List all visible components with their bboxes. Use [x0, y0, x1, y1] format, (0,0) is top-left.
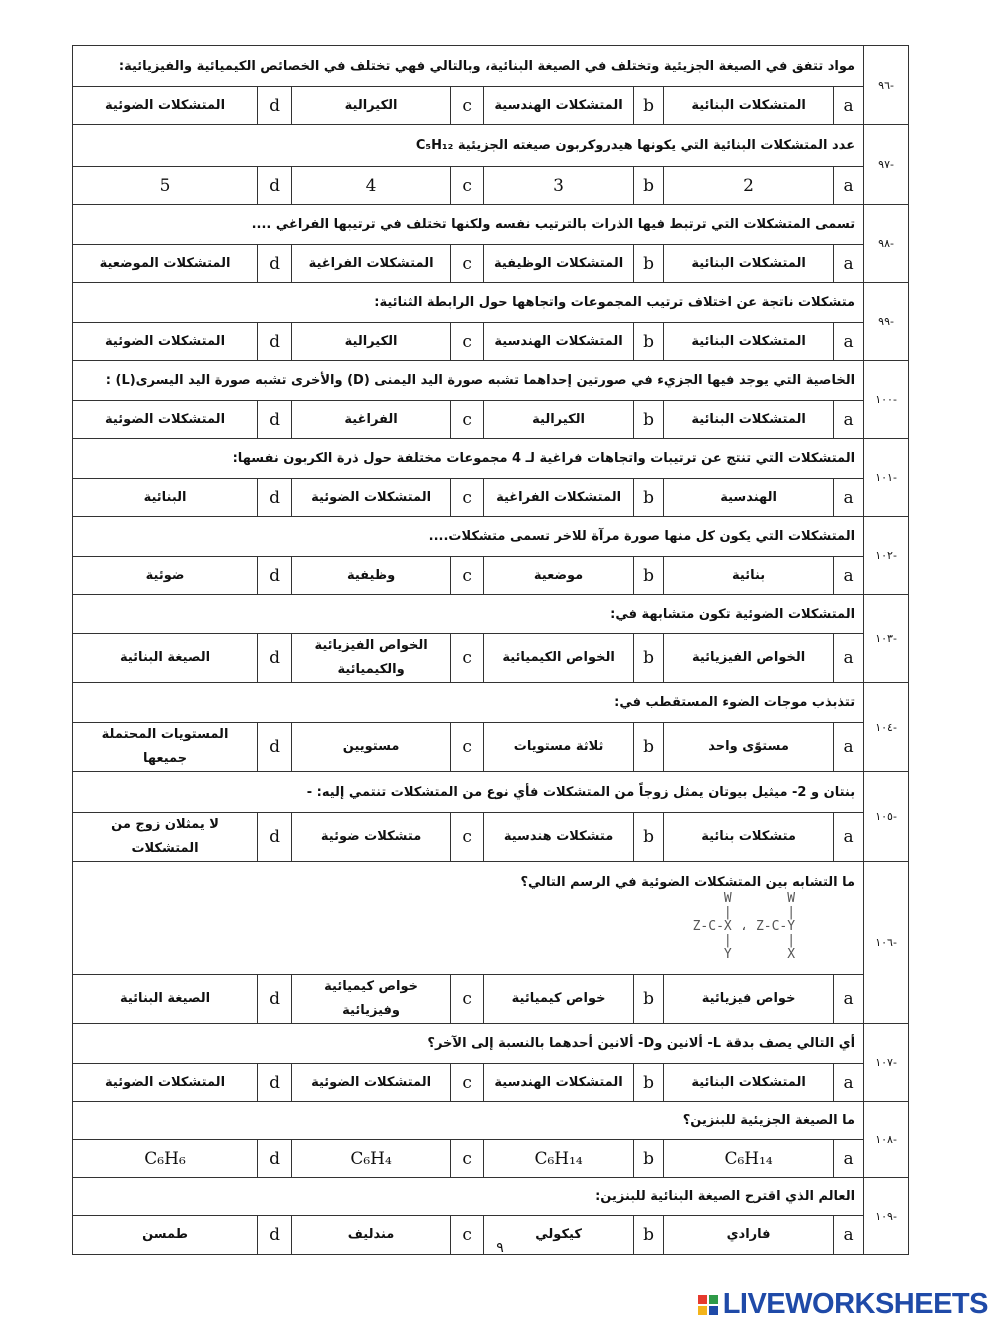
option-b[interactable]: المتشكلات الوظيفية [484, 245, 634, 283]
question-number: -٩٨ [864, 205, 909, 283]
question-text-cell [73, 595, 864, 634]
option-letter-d: d [258, 1216, 292, 1255]
option-letter-b: b [634, 634, 664, 683]
question-text: بنتان و 2- ميثيل بيوتان يمثل زوجاً من المتشكلات فأي نوع من المتشكلات تنتمي إليه: - [306, 784, 856, 800]
option-letter-b: b [634, 323, 664, 361]
option-letter-a: a [834, 1140, 864, 1178]
option-letter-c: c [451, 557, 484, 595]
options-row [73, 245, 909, 283]
option-letter-d: d [258, 723, 292, 772]
option-letter-c: c [451, 323, 484, 361]
option-d[interactable]: المتشكلات الموضعية [73, 245, 258, 283]
molecule-structure-1: W | Z-C-X | Y [692, 890, 732, 962]
question-text: تتذبذب موجات الضوء المستقطب في: [614, 695, 856, 710]
option-c[interactable]: مستويين [292, 723, 451, 772]
question-number: -١٠٣ [864, 595, 909, 683]
option-letter-a: a [834, 813, 864, 862]
question-number: -١٠٧ [864, 1024, 909, 1102]
option-c[interactable]: خواص كيميائية وفيزيائية [292, 975, 451, 1024]
option-b[interactable]: المتشكلات الهندسية [484, 87, 634, 125]
question-text-cell [73, 517, 864, 557]
option-b[interactable]: المتشكلات الفراغية [484, 479, 634, 517]
option-a[interactable]: المتشكلات البنائية [664, 87, 834, 125]
question-row [73, 1178, 909, 1216]
option-c[interactable]: المتشكلات الضوئية [292, 1064, 451, 1102]
option-letter-d: d [258, 401, 292, 439]
option-letter-c: c [451, 813, 484, 862]
question-number: -٩٩ [864, 283, 909, 361]
options-row [73, 323, 909, 361]
option-a[interactable]: متشكلات بنائية [664, 813, 834, 862]
molecule-structure-2: W | Z-C-Y | X [755, 890, 796, 962]
option-letter-d: d [258, 1064, 292, 1102]
option-a[interactable]: خواص فيزيائية [664, 975, 834, 1024]
option-a[interactable]: الخواص الفيزيائية [664, 634, 834, 683]
option-letter-a: a [834, 87, 864, 125]
question-text: ما الصيغة الجزيئية للبنزين؟ [682, 1113, 856, 1128]
option-letter-b: b [634, 813, 664, 862]
option-c[interactable]: المتشكلات الفراغية [292, 245, 451, 283]
option-letter-a: a [834, 479, 864, 517]
question-text: أي التالي يصف بدقة L- ألانين وD- ألانين أحدهما بالنسبة إلى الآخر؟ [427, 1036, 856, 1051]
question-number: -١٠٢ [864, 517, 909, 595]
question-row [73, 125, 909, 167]
question-text: ما التشابه بين المتشكلات الضوئية في الرسم التالي؟ [520, 874, 856, 890]
liveworksheets-logo [698, 1288, 988, 1321]
option-letter-c: c [451, 401, 484, 439]
question-text-cell [73, 361, 864, 401]
option-letter-d: d [258, 813, 292, 862]
option-letter-c: c [451, 479, 484, 517]
question-row [73, 595, 909, 634]
option-letter-a: a [834, 323, 864, 361]
question-text-cell [73, 1178, 864, 1216]
option-c[interactable]: المتشكلات الضوئية [292, 479, 451, 517]
option-letter-d: d [258, 975, 292, 1024]
option-c[interactable]: الكيرالية [292, 323, 451, 361]
question-number: -١٠٥ [864, 772, 909, 862]
option-letter-d: d [258, 323, 292, 361]
option-letter-c: c [451, 1140, 484, 1178]
figure-separator: ، [741, 919, 746, 934]
option-letter-b: b [634, 723, 664, 772]
option-letter-b: b [634, 401, 664, 439]
option-c[interactable]: C₆H₄ [292, 1140, 451, 1178]
option-a[interactable]: 2 [664, 167, 834, 205]
option-b[interactable]: خواص كيميائية [484, 975, 634, 1024]
worksheet-table [72, 45, 909, 1255]
option-d[interactable]: المستويات المحتملة جميعها [73, 723, 258, 772]
option-a[interactable]: الهندسية [664, 479, 834, 517]
option-c[interactable]: وظيفية [292, 557, 451, 595]
options-row [73, 167, 909, 205]
option-c[interactable]: الفراغية [292, 401, 451, 439]
question-row [73, 683, 909, 723]
option-letter-b: b [634, 975, 664, 1024]
question-text: تسمى المتشكلات التي ترتبط فيها الذرات بالترتيب نفسه ولكنها تختلف في ترتيبها الفراغي .... [251, 217, 856, 232]
option-b[interactable]: موضعية [484, 557, 634, 595]
options-row [73, 975, 909, 1024]
option-d[interactable]: طمسن [73, 1216, 258, 1255]
option-c[interactable]: متشكلات ضوئية [292, 813, 451, 862]
option-c[interactable]: الخواص الفيزيائية والكيميائية [292, 634, 451, 683]
question-row [73, 862, 909, 975]
option-letter-d: d [258, 1140, 292, 1178]
option-letter-c: c [451, 1216, 484, 1255]
question-text-cell [73, 1024, 864, 1064]
option-letter-d: d [258, 557, 292, 595]
option-d[interactable]: ضوئية [73, 557, 258, 595]
question-row [73, 1102, 909, 1140]
question-number: -٩٦ [864, 46, 909, 125]
brand-name: LIVEWORKSHEETS [722, 1288, 988, 1320]
question-text-cell [73, 125, 864, 167]
option-a[interactable]: المتشكلات البنائية [664, 245, 834, 283]
page-number: ٩ [496, 1240, 504, 1256]
options-row [73, 87, 909, 125]
option-a[interactable]: بنائية [664, 557, 834, 595]
option-b[interactable]: الخواص الكيميائية [484, 634, 634, 683]
option-letter-a: a [834, 634, 864, 683]
question-text: العالم الذي اقترح الصيغة البنائية للبنزين: [595, 1189, 856, 1204]
option-c[interactable]: 4 [292, 167, 451, 205]
option-letter-a: a [834, 975, 864, 1024]
option-d[interactable]: المتشكلات الضوئية [73, 323, 258, 361]
question-text-cell [73, 772, 864, 813]
option-letter-b: b [634, 1216, 664, 1255]
option-d[interactable]: 5 [73, 167, 258, 205]
question-row [73, 772, 909, 813]
option-d[interactable]: الصيغة البنائية [73, 634, 258, 683]
question-number: -١٠٦ [864, 862, 909, 1024]
options-row [73, 401, 909, 439]
option-letter-a: a [834, 167, 864, 205]
option-a[interactable]: فارادي [664, 1216, 834, 1255]
option-letter-b: b [634, 245, 664, 283]
options-row [73, 557, 909, 595]
option-a[interactable]: المتشكلات البنائية [664, 323, 834, 361]
question-text-cell [73, 46, 864, 87]
option-letter-a: a [834, 557, 864, 595]
option-letter-c: c [451, 167, 484, 205]
question-row [73, 1024, 909, 1064]
question-text-cell [73, 1102, 864, 1140]
option-d[interactable]: الصيغة البنائية [73, 975, 258, 1024]
option-b[interactable]: ثلاثة مستويات [484, 723, 634, 772]
option-b[interactable]: المتشكلات الهندسية [484, 323, 634, 361]
options-row [73, 479, 909, 517]
option-letter-c: c [451, 975, 484, 1024]
option-letter-a: a [834, 401, 864, 439]
option-b[interactable]: 3 [484, 167, 634, 205]
option-letter-d: d [258, 245, 292, 283]
option-letter-b: b [634, 1140, 664, 1178]
option-b[interactable]: كيكولي [484, 1216, 634, 1255]
option-d[interactable]: المتشكلات الضوئية [73, 401, 258, 439]
logo-icon [698, 1295, 718, 1315]
option-c[interactable]: مندليف [292, 1216, 451, 1255]
option-letter-a: a [834, 723, 864, 772]
option-letter-b: b [634, 479, 664, 517]
options-row [73, 723, 909, 772]
question-text: المتشكلات الضوئية تكون متشابهة في: [610, 606, 856, 622]
question-number: -١٠٩ [864, 1178, 909, 1255]
option-letter-d: d [258, 87, 292, 125]
options-row [73, 1064, 909, 1102]
option-a[interactable]: مستوًى واحد [664, 723, 834, 772]
question-row [73, 46, 909, 87]
option-letter-c: c [451, 1064, 484, 1102]
question-text: عدد المتشكلات البنائية التي يكونها هيدروكربون صيغته الجزيئية C₅H₁₂ [415, 138, 856, 153]
option-letter-a: a [834, 1064, 864, 1102]
option-letter-d: d [258, 634, 292, 683]
question-text-cell [73, 205, 864, 245]
options-row [73, 1140, 909, 1178]
option-letter-c: c [451, 723, 484, 772]
question-row [73, 205, 909, 245]
option-letter-b: b [634, 557, 664, 595]
question-row [73, 361, 909, 401]
option-b[interactable]: C₆H₁₄ [484, 1140, 634, 1178]
question-row [73, 517, 909, 557]
options-row [73, 634, 909, 683]
option-d[interactable]: البنائية [73, 479, 258, 517]
option-letter-c: c [451, 245, 484, 283]
option-letter-a: a [834, 245, 864, 283]
option-d[interactable]: لا يمثلان زوج من المتشكلات [73, 813, 258, 862]
option-letter-a: a [834, 1216, 864, 1255]
option-c[interactable]: الكيرالية [292, 87, 451, 125]
question-number: -٩٧ [864, 125, 909, 205]
option-b[interactable]: المتشكلات الهندسية [484, 1064, 634, 1102]
question-text-cell [73, 862, 864, 975]
question-text: الخاصية التي يوجد فيها الجزيء في صورتين إحداهما تشبه صورة اليد اليمنى (D) والأخرى تشبه صورة اليد اليسرى(L) : [105, 373, 856, 388]
option-letter-b: b [634, 167, 664, 205]
option-b[interactable]: متشكلات هندسية [484, 813, 634, 862]
question-number: -١٠٨ [864, 1102, 909, 1178]
option-letter-b: b [634, 1064, 664, 1102]
option-letter-c: c [451, 634, 484, 683]
options-row [73, 813, 909, 862]
question-number: -١٠٠ [864, 361, 909, 439]
question-text: المتشكلات التي تنتج عن ترتيبات واتجاهات فراغية لـ 4 مجموعات مختلفة حول ذرة الكربون نفسها: [232, 451, 856, 466]
option-b[interactable]: الكيرالية [484, 401, 634, 439]
question-number: -١٠٤ [864, 683, 909, 772]
question-text: مواد تتفق في الصيغة الجزيئية وتختلف في الصيغة البنائية، وبالتالي فهي تختلف في الخصائص الكيميائية والفيزيائية: [118, 58, 856, 74]
option-a[interactable]: المتشكلات البنائية [664, 401, 834, 439]
question-row [73, 439, 909, 479]
option-letter-d: d [258, 479, 292, 517]
question-text-cell [73, 439, 864, 479]
option-a[interactable]: المتشكلات البنائية [664, 1064, 834, 1102]
option-d[interactable]: المتشكلات الضوئية [73, 1064, 258, 1102]
option-letter-d: d [258, 167, 292, 205]
option-a[interactable]: C₆H₁₄ [664, 1140, 834, 1178]
option-d[interactable]: المتشكلات الضوئية [73, 87, 258, 125]
option-d[interactable]: C₆H₆ [73, 1140, 258, 1178]
option-letter-b: b [634, 87, 664, 125]
question-row [73, 283, 909, 323]
option-letter-c: c [451, 87, 484, 125]
question-text: متشكلات ناتجة عن اختلاف ترتيب المجموعات واتجاهها حول الرابطة الثنائية: [374, 295, 856, 310]
question-text-cell [73, 683, 864, 723]
question-number: -١٠١ [864, 439, 909, 517]
molecule-figure [81, 892, 855, 962]
question-text-cell [73, 283, 864, 323]
question-text: المتشكلات التي يكون كل منها صورة مرآة للاخر تسمى متشكلات.... [428, 529, 856, 544]
